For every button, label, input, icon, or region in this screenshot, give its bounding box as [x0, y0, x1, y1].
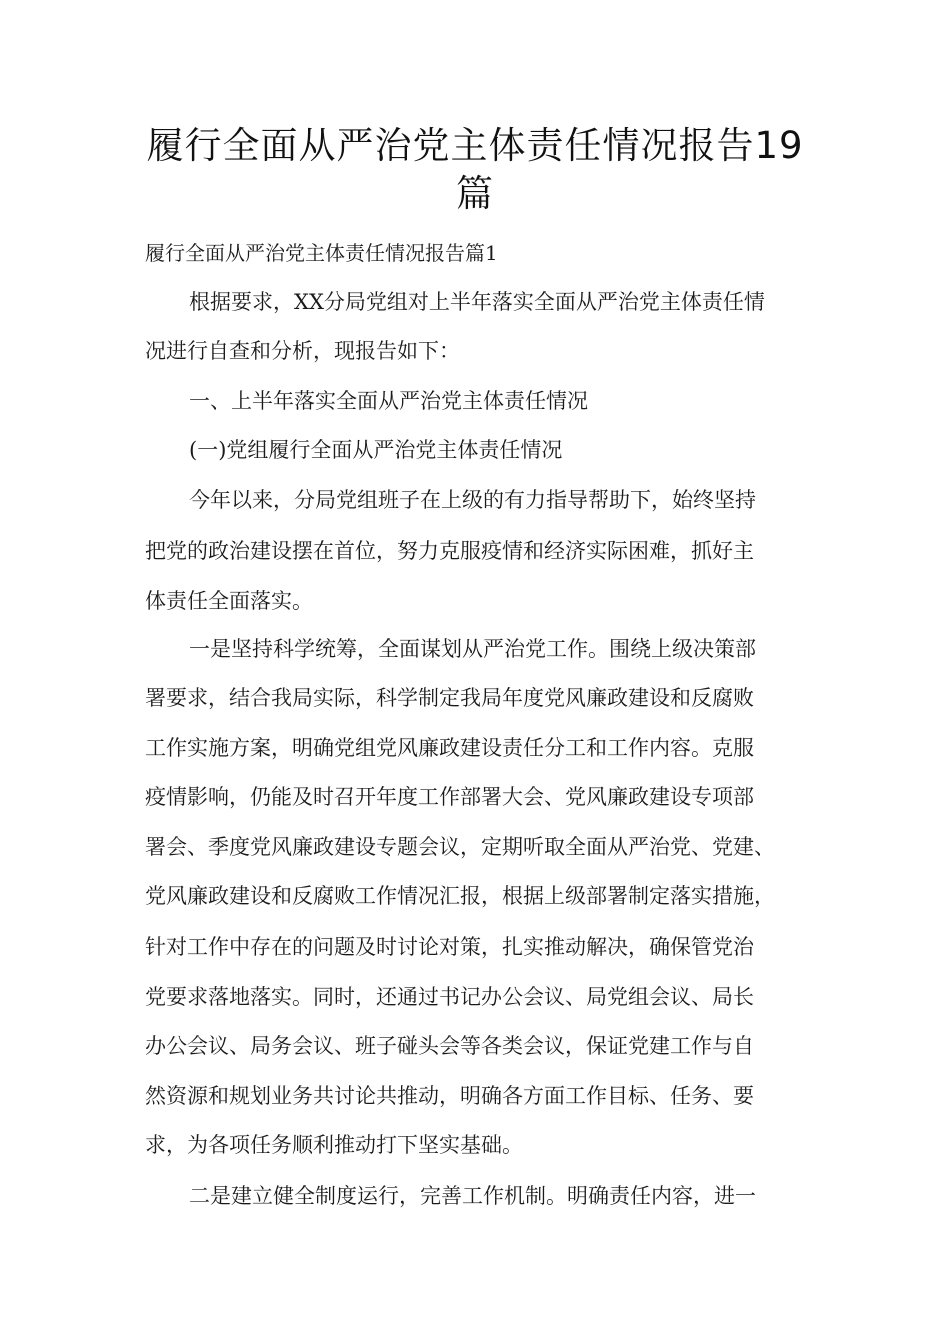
document-title	[140, 122, 810, 218]
paragraph-line: 求，为各项任务顺利推动打下坚实基础。	[145, 1133, 523, 1157]
paragraph-line: 疫情影响，仍能及时召开年度工作部署大会、党风廉政建设专项部	[145, 785, 754, 809]
document-title-line-1: 履行全面从严治党主体责任情况报告19	[146, 124, 804, 167]
section-heading: 履行全面从严治党主体责任情况报告篇1	[145, 241, 498, 265]
paragraph-line: (一)党组履行全面从严治党主体责任情况	[189, 438, 563, 462]
paragraph-line: 署要求，结合我局实际，科学制定我局年度党风廉政建设和反腐败	[145, 686, 754, 710]
paragraph-line: 署会、季度党风廉政建设专题会议，定期听取全面从严治党、党建、	[145, 835, 775, 859]
paragraph-line: 针对工作中存在的问题及时讨论对策，扎实推动解决，确保管党治	[145, 935, 754, 959]
paragraph-line: 二是建立健全制度运行，完善工作机制。明确责任内容，进一	[189, 1184, 756, 1208]
paragraph-line: 党要求落地落实。同时，还通过书记办公会议、局党组会议、局长	[145, 985, 754, 1009]
paragraph-line: 根据要求，XX分局党组对上半年落实全面从严治党主体责任情	[189, 290, 765, 314]
paragraph-line: 党风廉政建设和反腐败工作情况汇报，根据上级部署制定落实措施，	[145, 884, 775, 908]
paragraph-line: 工作实施方案，明确党组党风廉政建设责任分工和工作内容。克服	[145, 736, 754, 760]
paragraph-line: 一、上半年落实全面从严治党主体责任情况	[189, 389, 588, 413]
paragraph-line: 然资源和规划业务共讨论共推动，明确各方面工作目标、任务、要	[145, 1084, 754, 1108]
document-title-line-2: 篇	[456, 172, 494, 215]
paragraph-line: 况进行自查和分析，现报告如下：	[145, 339, 460, 363]
paragraph-line: 体责任全面落实。	[145, 589, 313, 613]
paragraph-line: 把党的政治建设摆在首位，努力克服疫情和经济实际困难，抓好主	[145, 539, 754, 563]
paragraph-line: 一是坚持科学统筹，全面谋划从严治党工作。围绕上级决策部	[189, 637, 756, 661]
paragraph-line: 今年以来，分局党组班子在上级的有力指导帮助下，始终坚持	[189, 488, 756, 512]
paragraph-line: 办公会议、局务会议、班子碰头会等各类会议，保证党建工作与自	[145, 1034, 754, 1058]
